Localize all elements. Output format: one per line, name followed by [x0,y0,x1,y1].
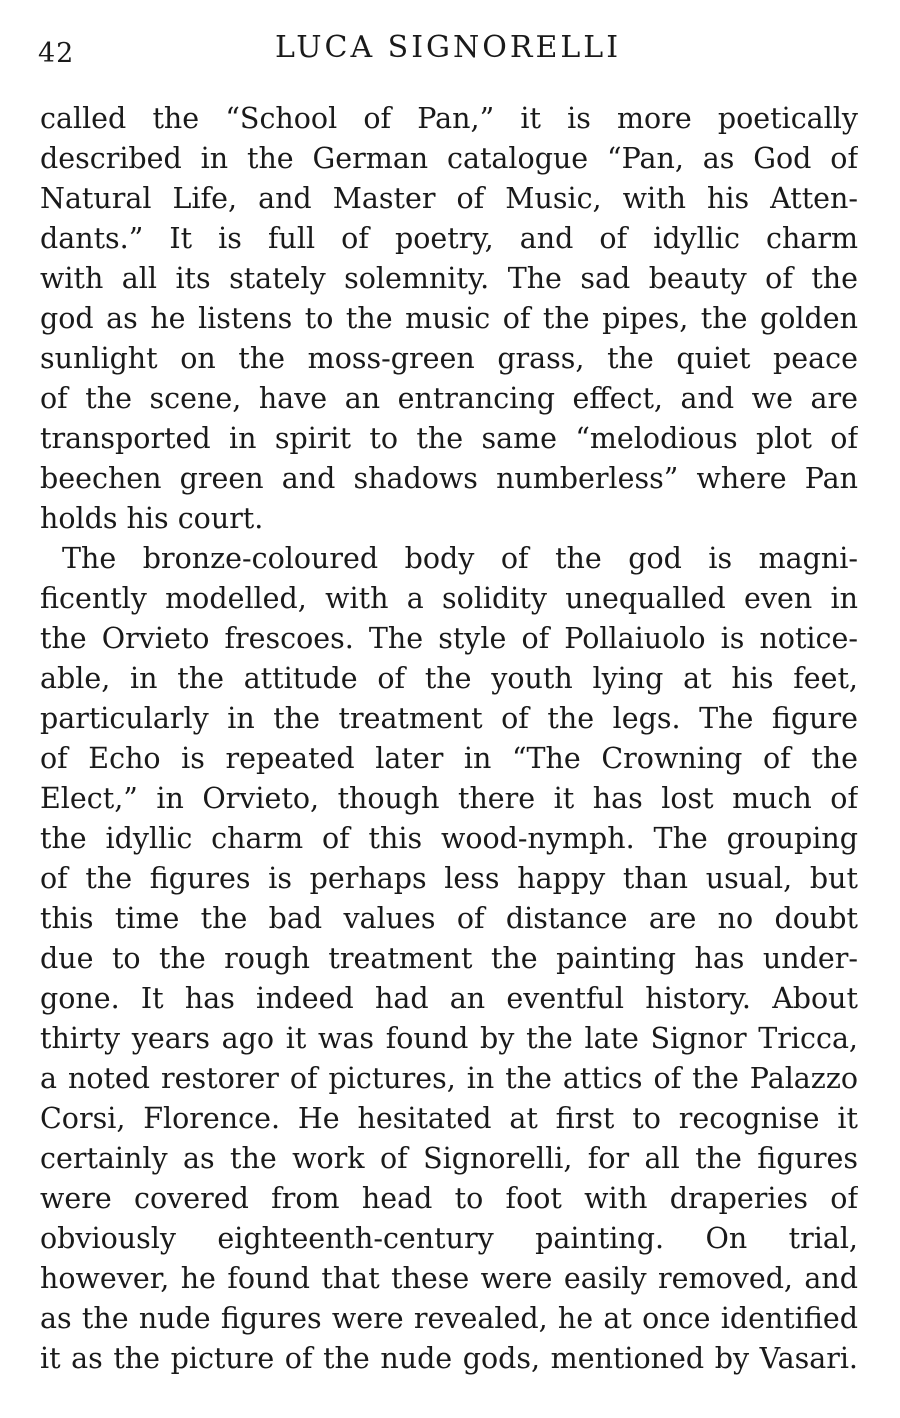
text-line: the idyllic charm of this wood-nymph. The grouping [40,822,858,855]
text-line: beechen green and shadows numberless” where Pan [40,462,858,495]
text-line: were covered from head to foot with draperies of [40,1182,858,1215]
text-line: of Echo is repeated later in “The Crowning of the [40,742,858,775]
text-line: Natural Life, and Master of Music, with his Atten- [40,182,858,215]
text-line: of the scene, have an entrancing effect, and we are [40,382,858,415]
page-number: 42 [38,38,75,69]
text-line: described in the German catalogue “Pan, as God of [40,142,858,175]
page-header [38,30,858,74]
text-line: with all its stately solemnity. The sad beauty of the [40,262,858,295]
text-line: holds his court. [40,502,264,535]
running-title: LUCA SIGNORELLI [274,30,622,65]
text-line: as the nude figures were revealed, he at once identified [40,1302,858,1335]
text-line: obviously eighteenth-century painting. On trial, [40,1222,858,1255]
text-line: Elect,” in Orvieto, though there it has lost much of [40,782,858,815]
text-line: The bronze-coloured body of the god is magni- [62,542,858,575]
text-line: ficently modelled, with a solidity unequalled even in [40,582,858,615]
body-text [40,99,858,1379]
text-line: it as the picture of the nude gods, mentioned by Vasari. [40,1342,858,1375]
text-line: this time the bad values of distance are no doubt [40,902,858,935]
text-line: able, in the attitude of the youth lying at his feet, [40,662,858,695]
text-line: however, he found that these were easily removed, and [40,1262,858,1295]
text-line: particularly in the treatment of the legs. The figure [40,702,858,735]
text-line: Corsi, Florence. He hesitated at first to recognise it [40,1102,858,1135]
text-line: the Orvieto frescoes. The style of Pollaiuolo is notice- [40,622,858,655]
text-line: transported in spirit to the same “melodious plot of [40,422,858,455]
text-line: of the figures is perhaps less happy than usual, but [40,862,858,895]
text-line: dants.” It is full of poetry, and of idyllic charm [40,222,858,255]
text-line: called the “School of Pan,” it is more poetically [40,102,858,135]
text-line: sunlight on the moss-green grass, the quiet peace [40,342,858,375]
text-line: god as he listens to the music of the pipes, the golden [40,302,858,335]
text-line: thirty years ago it was found by the late Signor Tricca, [40,1022,858,1055]
text-line: gone. It has indeed had an eventful history. About [40,982,858,1015]
text-line: a noted restorer of pictures, in the attics of the Palazzo [40,1062,858,1095]
text-line: due to the rough treatment the painting has under- [40,942,858,975]
text-line: certainly as the work of Signorelli, for all the figures [40,1142,858,1175]
